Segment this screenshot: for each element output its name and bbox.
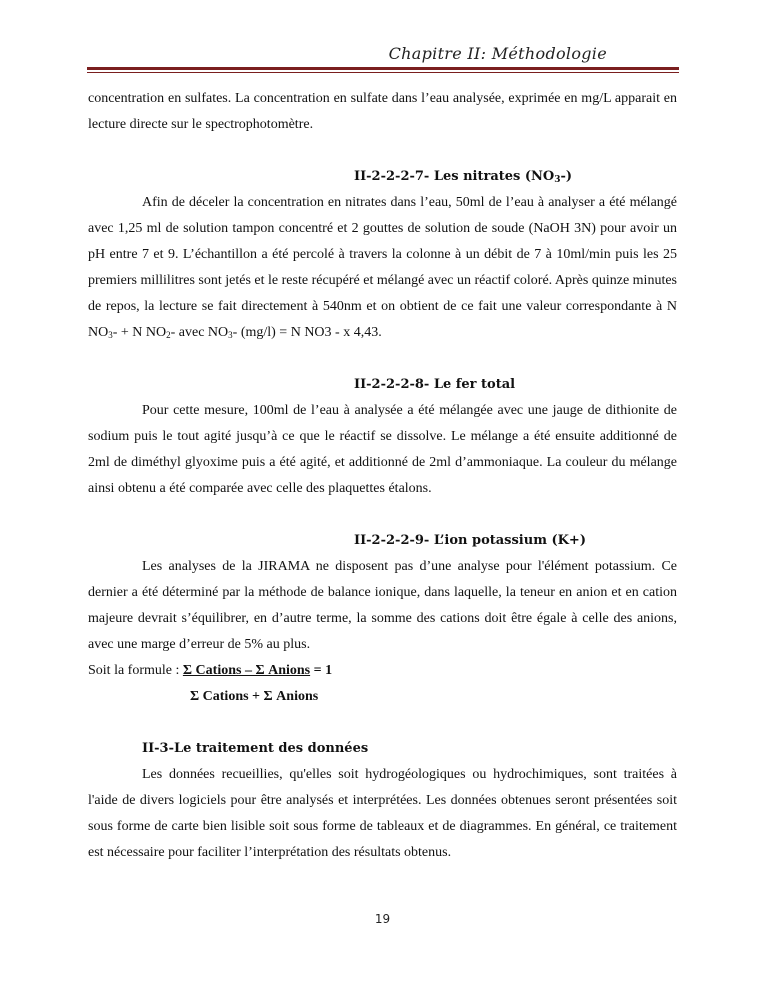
traitement-heading: II-3-Le traitement des données bbox=[142, 741, 369, 756]
intro-paragraph: concentration en sulfates. La concentration en sulfate dans l’eau analysée, exprimée en mg/L apparait en lecture directe sur le spectrophotomètre. bbox=[88, 91, 677, 132]
formula-line bbox=[88, 658, 677, 684]
potassium-paragraph: Les analyses de la JIRAMA ne disposent pas d’une analyse pour l'élément potassium. Ce dernier a été déterminé par la méthode de balance ionique, dans laquelle, la teneur en anion et en cation majeure devrait s’équilibrer, en d’autre terme, la somme des cations doit être égale à celle des anions, avec une marge d’erreur de 5% au plus. bbox=[88, 559, 677, 652]
fer-paragraph: Pour cette mesure, 100ml de l’eau à analysée a été mélangée avec une jauge de dithionite de sodium puis le tout agité jusqu’à ce que le réactif se dissolve. Le mélange a été ensuite additionné de 2ml de diméthyl glyoxime puis a été agité, et additionné de 2ml d’ammoniaque. La couleur du mélange ainsi obtenu a été comparée avec celle des plaquettes étalons. bbox=[88, 403, 677, 496]
formula-denominator: Σ Cations + Σ Anions bbox=[190, 689, 319, 704]
formula-label: Soit la formule : bbox=[88, 663, 183, 678]
page-number: 19 bbox=[374, 912, 391, 926]
spacer bbox=[88, 710, 677, 736]
spacer bbox=[88, 502, 677, 528]
nitrates-heading bbox=[88, 164, 677, 190]
formula-equals: = 1 bbox=[310, 663, 333, 678]
nitrates-heading-sub: 3 bbox=[554, 175, 561, 185]
header-rule-thin bbox=[87, 72, 679, 73]
nitrates-text-3: - avec NO bbox=[170, 325, 229, 340]
traitement-paragraph: Les données recueillies, qu'elles soit hydrogéologiques ou hydrochimiques, sont traitées à l'aide de divers logiciels pour être analysés et interprétées. Les données obtenues seront présentées soit sous forme de carte bien lisible soit sous forme de tableaux et de diagrammes. En général, ce traitement est nécessaire pour faciliter l’interprétation des résultats obtenus. bbox=[88, 767, 677, 860]
document-body bbox=[88, 86, 677, 866]
nitrates-heading-text: II-2-2-2-7- Les nitrates (NO bbox=[354, 169, 555, 184]
header-rule-thick bbox=[87, 67, 679, 70]
nitrates-text-4: - (mg/l) = N NO3 - x 4,43. bbox=[232, 325, 382, 340]
nitrates-sub-3: 3 bbox=[228, 330, 233, 340]
nitrates-sub-2: 2 bbox=[166, 330, 171, 340]
nitrates-paragraph bbox=[88, 190, 677, 346]
nitrates-text-2: - + N NO bbox=[112, 325, 167, 340]
nitrates-text-1: Afin de déceler la concentration en nitrates dans l’eau, 50ml de l’eau à analyser a été mélangé avec 1,25 ml de solution tampon concentré et 2 gouttes de solution de soude (NaOH 3N) pour avoir un pH entre 7 et 9. L’échantillon a été percolé à travers la colonne à un débit de 7 à 10ml/min puis les 25 premiers millilitres sont jetés et le reste récupéré et mélangé avec un réactif coloré. Après quinze minutes de repos, la lecture se fait directement à 540nm et on obtient de ce fait une valeur correspondante à N NO bbox=[88, 195, 677, 340]
formula-numerator: Σ Cations – Σ Anions bbox=[182, 663, 311, 678]
page-header-title: Chapitre II: Méthodologie bbox=[388, 44, 607, 63]
fer-heading: II-2-2-2-8- Le fer total bbox=[354, 377, 516, 392]
potassium-heading: II-2-2-2-9- L’ion potassium (K+) bbox=[354, 533, 586, 548]
spacer bbox=[88, 346, 677, 372]
nitrates-sub-1: 3 bbox=[108, 330, 113, 340]
spacer bbox=[88, 138, 677, 164]
nitrates-heading-end: -) bbox=[560, 169, 573, 184]
